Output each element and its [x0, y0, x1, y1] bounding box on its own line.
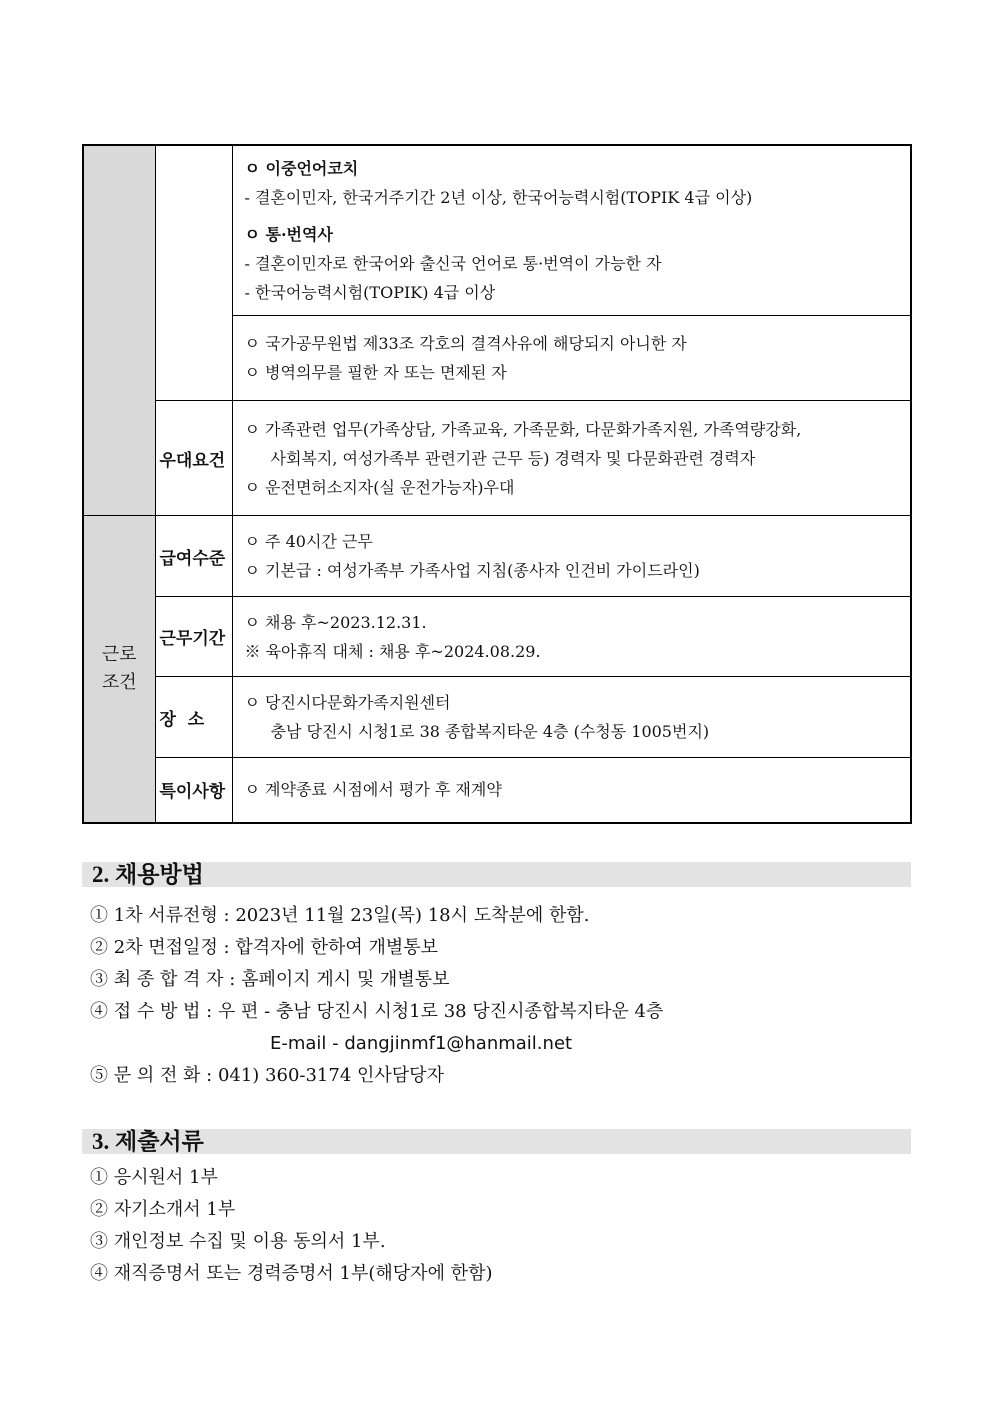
salary-content — [232, 516, 911, 597]
place-row — [83, 677, 911, 758]
section-3-item-3: ③ 개인정보 수집 및 이용 동의서 1부. — [90, 1231, 386, 1252]
place-line-2: 충남 당진시 시청1로 38 종합복지타운 4층 (수청동 1005번지) — [270, 722, 710, 741]
salary-label: 급여수준 — [155, 516, 232, 597]
notes-row — [83, 758, 911, 823]
section-2-item-3: ③ 최 종 합 격 자 : 홈페이지 게시 및 개별통보 — [90, 969, 450, 990]
place-line-1: ㅇ 당진시다문화가족지원센터 — [244, 693, 451, 712]
section-2-item-4: ④ 접 수 방 법 : 우 편 - 충남 당진시 시청1로 38 당진시종합복지타운 4층 — [90, 1001, 664, 1022]
section-2-email: E-mail - dangjinmf1@hanmail.net — [270, 1033, 573, 1054]
military-service-clause: ㅇ 병역의무를 필한 자 또는 면제된 자 — [244, 363, 507, 382]
section-2-item-1: ① 1차 서류전형 : 2023년 11월 23일(목) 18시 도착분에 한함. — [90, 905, 590, 926]
section-3-list — [90, 1162, 492, 1290]
bilingual-coach-requirement: - 결혼이민자, 한국거주기간 2년 이상, 한국어능력시험(TOPIK 4급 이상) — [244, 188, 753, 207]
section-3-item-1: ① 응시원서 1부 — [90, 1167, 218, 1188]
qualification-content — [232, 145, 911, 316]
work-conditions-label-2: 조건 — [101, 671, 137, 693]
period-label: 근무기간 — [155, 597, 232, 677]
section-3-item-4: ④ 재직증명서 또는 경력증명서 1부(해당자에 한함) — [90, 1263, 493, 1284]
salary-line-2: ㅇ 기본급 : 여성가족부 가족사업 지침(종사자 인건비 가이드라인) — [244, 561, 700, 580]
notes-content — [232, 758, 911, 823]
period-line-2: ※ 육아휴직 대체 : 채용 후~2024.08.29. — [244, 641, 541, 661]
section-2-heading: 2. 채용방법 — [82, 862, 911, 887]
preference-line-3: ㅇ 운전면허소지자(실 운전가능자)우대 — [244, 477, 515, 497]
place-label: 장 소 — [155, 677, 232, 758]
section-2-list — [90, 900, 663, 1092]
qualification-row — [83, 145, 911, 316]
preference-line-2: 사회복지, 여성가족부 관련기관 근무 등) 경력자 및 다문화관련 경력자 — [270, 448, 756, 468]
notes-label: 특이사항 — [155, 758, 232, 823]
section-2-item-5: ⑤ 문 의 전 화 : 041) 360-3174 인사담당자 — [90, 1065, 444, 1086]
translator-requirement-2: - 한국어능력시험(TOPIK) 4급 이상 — [244, 283, 496, 302]
requirements-table — [82, 144, 912, 824]
notes-line-1: ㅇ 계약종료 시점에서 평가 후 재계약 — [244, 780, 502, 800]
bilingual-coach-heading: ㅇ 이중언어코치 — [244, 159, 359, 178]
translator-heading: ㅇ 통·번역사 — [244, 225, 333, 244]
section-3-heading: 3. 제출서류 — [82, 1129, 911, 1154]
eligibility-category-cell — [83, 145, 155, 516]
qualification-label-cell — [155, 145, 232, 401]
preference-label: 우대요건 — [155, 401, 232, 516]
work-conditions-category-cell — [83, 516, 155, 823]
preference-content — [232, 401, 911, 516]
salary-row — [83, 516, 911, 597]
general-requirements-content — [232, 316, 911, 401]
salary-line-1: ㅇ 주 40시간 근무 — [244, 532, 373, 551]
period-line-1: ㅇ 채용 후~2023.12.31. — [244, 612, 427, 632]
section-2-item-2: ② 2차 면접일정 : 합격자에 한하여 개별통보 — [90, 937, 439, 958]
place-content — [232, 677, 911, 758]
period-content — [232, 597, 911, 677]
section-3-item-2: ② 자기소개서 1부 — [90, 1199, 236, 1220]
preference-line-1: ㅇ 가족관련 업무(가족상담, 가족교육, 가족문화, 다문화가족지원, 가족역량강화, — [244, 419, 802, 439]
preference-row — [83, 401, 911, 516]
disqualification-clause: ㅇ 국가공무원법 제33조 각호의 결격사유에 해당되지 아니한 자 — [244, 334, 687, 353]
work-conditions-label-1: 근로 — [101, 643, 137, 665]
period-row — [83, 597, 911, 677]
translator-requirement-1: - 결혼이민자로 한국어와 출신국 언어로 통·번역이 가능한 자 — [244, 254, 662, 273]
